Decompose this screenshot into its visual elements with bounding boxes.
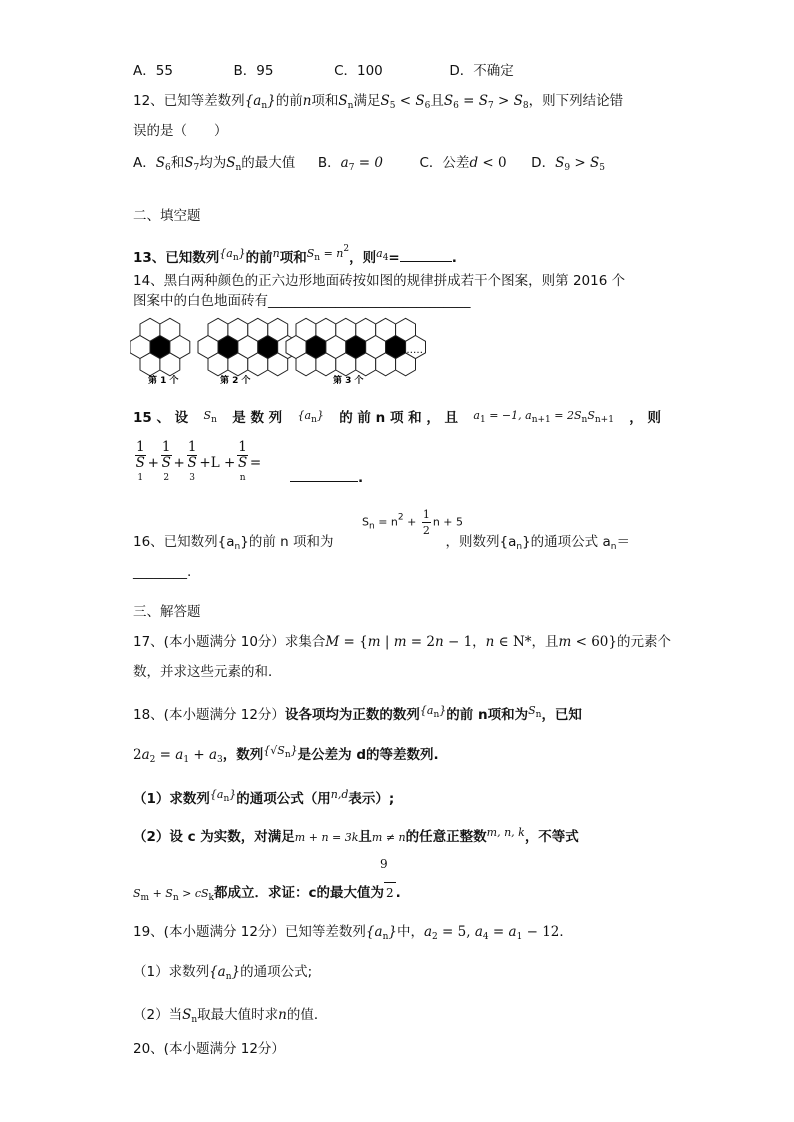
q11-options: [133, 61, 514, 81]
q13-text: ，则: [349, 250, 377, 266]
q15-line1: 15 、 设 $S_n$ 是 数 列 $\{a_n\}$ 的 前 n 项 和 ， 且 $a_1 = -1$, $a_{n+1} = 2S_nS_{n+1}$ ， 则: [133, 409, 661, 426]
q12-text: 12、已知等差数列: [133, 93, 245, 109]
q16-text: }的前 n 项和为: [240, 534, 334, 550]
hexagon-pattern-figure: [130, 316, 430, 388]
q17-line2: 数，并求这些元素的和．: [133, 664, 282, 680]
q18-text: 是公差为 d的等差数列.: [297, 747, 439, 763]
q15-text: 的 前 n 项 和 ， 且: [339, 410, 459, 426]
q15-answer-blank[interactable]: [290, 481, 358, 482]
q11-option-a: A．55: [133, 63, 173, 79]
q19-text: 的通项公式;: [240, 964, 313, 980]
q11-option-d: D．不确定: [449, 63, 514, 79]
q12-text: ，则下列结论错: [528, 93, 624, 109]
q18-part3: $S_m + S_n > cS_k$都成立．求证：c的最大值为 2 .: [133, 882, 401, 908]
section-3-heading: 三、解答题: [133, 604, 201, 620]
q15-answer-line: [290, 468, 363, 488]
q11-option-b: B．95: [233, 63, 274, 79]
q18-text: 且: [358, 829, 372, 845]
q18-text: 的任意正整数: [405, 829, 487, 845]
q17-line1: 17、(本小题满分 10分）求集合M = {m | m = 2n − 1，n ∈ N*，且m < 60}的元素个: [133, 634, 671, 650]
q18-text: 的通项公式（用: [236, 791, 331, 807]
q15-text: 是 数 列: [232, 410, 283, 426]
q14-line1: 14、黑白两种颜色的正六边形地面砖按如图的规律拼成若干个图案，则第 2016 个: [133, 273, 626, 289]
q12-option-a: 和: [170, 155, 185, 171]
q14-line2: 图案中的白色地面砖有______________________________: [133, 293, 471, 309]
q18-text: （1）求数列: [133, 791, 210, 807]
q13: 13、已知数列$^{\{a_n\}}$的前$^n$项和$^{S_n = n^2}$，则$^{a_4}$= .: [133, 244, 457, 266]
q12-options: A．$S_6$和$S_7$均为$S_n$的最大值 B．$a_7 = 0$ C．公差d < 0 D．$S_9 > S_5$: [133, 155, 605, 173]
q16-line1: 16、已知数列$\{a_n\}$的前 n 项和为 ，则数列$\{a_n\}$的通项公式 $a_n=$: [133, 534, 630, 552]
q17-text: 17、(本小题满分 10分）求集合: [133, 634, 326, 650]
q19-text: 19、(本小题满分 12分）已知等差数列: [133, 924, 366, 940]
q18-text: 都成立．求证：c的最大值为: [214, 885, 385, 901]
q16-text: ＝: [616, 534, 630, 550]
q19-text: 的值．: [286, 1007, 328, 1023]
q18-text: 表示）;: [348, 791, 395, 807]
q12-text: 误的是（ ）: [133, 123, 228, 139]
q19-text: （1）求数列: [133, 964, 210, 980]
section-2-heading: 二、填空题: [133, 208, 201, 224]
q13-text: 项和: [279, 250, 307, 266]
figure-label-1: 第 1 个: [148, 376, 179, 386]
q20-line1: 20、(本小题满分 12分）: [133, 1041, 285, 1057]
q12-option-a: A．: [133, 155, 156, 171]
q19-part2: （2）当$S_n$取最大值时求n的值．: [133, 1007, 328, 1025]
q16-text: }的通项公式 a: [522, 534, 611, 550]
q13-answer-blank[interactable]: [400, 261, 452, 262]
q15-text: 15 、 设: [133, 410, 189, 426]
q18-fraction-numerator: 9: [380, 857, 388, 871]
q11-option-c: C．100: [334, 63, 383, 79]
q12-line1: 12、已知等差数列$\{a_n\}$的前n项和$S_n$满足$S_5 < S_6$且$S_6 = S_7 > S_8$，则下列结论错: [133, 93, 624, 111]
q19-text: 取最大值时求: [197, 1007, 279, 1023]
q12-option-a: 均为: [199, 155, 227, 171]
q19-line1: 19、(本小题满分 12分）已知等差数列$\{a_n\}$中，$a_2 = 5$, $a_4 = a_1 - 12$．: [133, 924, 573, 942]
q17-text: ，且: [531, 634, 559, 650]
q16-formula: $S_n = n^2$ + $\frac{1}{2}$ n + 5: [362, 508, 464, 537]
q12-text: 项和: [311, 93, 339, 109]
q18-text: .: [395, 885, 401, 901]
q13-text: 13、已知数列: [133, 250, 220, 266]
q18-text: ，不等式: [524, 829, 579, 845]
q18-line2: $2a_2 = a_1 + a_3$，数列$^{\{√S_n\}}$是公差为 d的等差数列.: [133, 744, 439, 765]
q19-text: （2）当: [133, 1007, 183, 1023]
q18-text: 设各项均为正数的数列: [284, 707, 420, 723]
q18-text: ，已知: [541, 707, 582, 723]
q12-option-d: D．: [531, 155, 556, 171]
q13-text: =: [388, 250, 400, 266]
q18-line1: 18、(本小题满分 12分）设各项均为正数的数列$^{\{a_n\}}$的前 n项和为$^{S_n}$，已知: [133, 704, 582, 723]
q12-option-c: C．公差: [419, 155, 470, 171]
q12-option-b: B．: [317, 155, 341, 171]
q15-text: ， 则: [629, 410, 661, 426]
q19-part1: （1）求数列$\{a_n\}$的通项公式;: [133, 964, 313, 982]
q18-part1: （1）求数列$^{\{a_n\}}$的通项公式（用$^{n,d}$表示）;: [133, 788, 395, 807]
figure-ellipsis: ……: [403, 345, 423, 356]
q13-text: 的前: [245, 250, 273, 266]
q18-text: ，数列: [222, 747, 264, 763]
q19-text: 中，: [396, 924, 424, 940]
q16-line2: ________.: [133, 564, 192, 580]
q17-text: 的元素个: [617, 634, 671, 650]
figure-label-2: 第 2 个: [220, 376, 251, 386]
q18-text: （2）设 c 为实数，对满足: [133, 829, 295, 845]
figure-label-3: 第 3 个: [333, 376, 364, 386]
q12-option-a: 的最大值: [241, 155, 296, 171]
q12-text: 满足: [353, 93, 381, 109]
q15-line2: 1 S 1 + 1 S 2 + 1 S 3 +L + 1 S n =: [135, 439, 262, 483]
q16-text: ，则数列{a: [445, 534, 517, 550]
q15-text: .: [358, 470, 364, 486]
q16-text: 16、已知数列{a: [133, 534, 235, 550]
q12-text: 且: [430, 93, 444, 109]
q18-part2: （2）设 c 为实数，对满足m + n = 3k且m ≠ n的任意正整数$^{m, n, k}$，不等式: [133, 826, 579, 845]
q12-text: 的前: [275, 93, 303, 109]
q18-text: 18、(本小题满分 12分）: [133, 707, 285, 723]
q18-text: 的前 n项和为: [446, 707, 529, 723]
q13-text: .: [451, 250, 457, 266]
q12-line2: [133, 121, 228, 141]
q19-text: ．: [559, 924, 573, 940]
